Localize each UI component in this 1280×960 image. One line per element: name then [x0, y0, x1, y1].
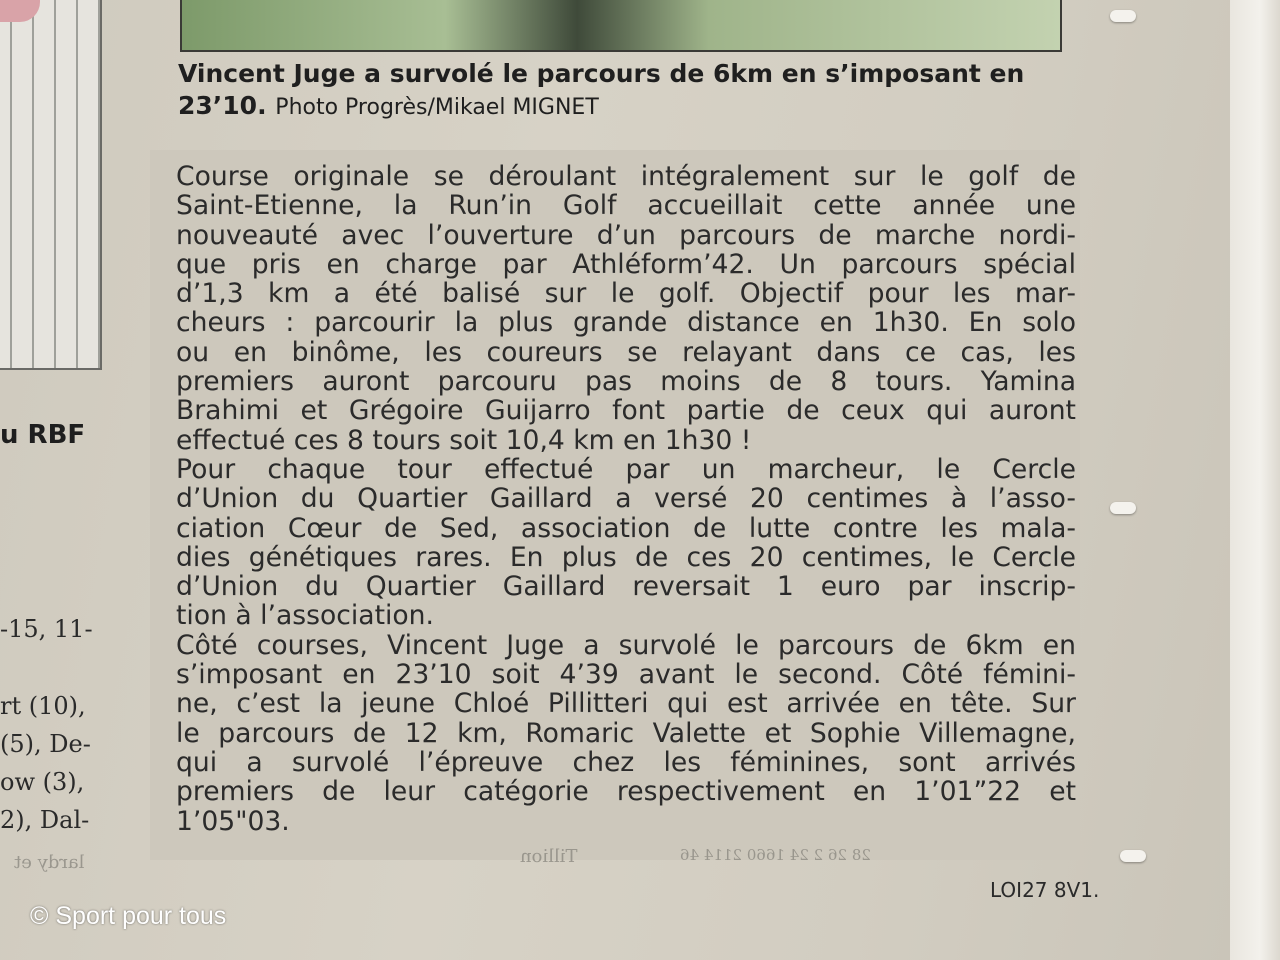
- article-line: effectué ces 8 tours soit 10,4 km en 1h30 !: [176, 424, 752, 456]
- article-line: que pris en charge par Athléform’42. Un parcours spécial: [176, 248, 1076, 280]
- watermark: © Sport pour tous: [30, 902, 227, 930]
- photo-caption: [178, 58, 1058, 124]
- article-line: premiers auront parcouru pas moins de 8 tours. Yamina: [176, 366, 1076, 398]
- article-line: Pour chaque tour effectué par un marcheur, le Cercle: [176, 453, 1076, 485]
- caption-line1: Vincent Juge a survolé le parcours de 6km en s’imposant en: [178, 59, 1025, 88]
- article-line: qui a survolé l’épreuve chez les féminines, sont arrivés: [176, 746, 1076, 778]
- article-line: d’Union du Quartier Gaillard a versé 20 centimes à l’asso-: [176, 483, 1076, 515]
- left-photo: [0, 0, 102, 370]
- article-line: dies génétiques rares. En plus de ces 20 centimes, le Cercle: [176, 541, 1076, 573]
- article-line: 1’05"03.: [176, 805, 290, 837]
- left-fragment: ow (3),: [0, 768, 85, 796]
- article-line: d’Union du Quartier Gaillard reversait 1 euro par inscrip-: [176, 571, 1076, 603]
- article-line: cheurs : parcourir la plus grande distance en 1h30. En solo: [176, 307, 1076, 339]
- article-line: Côté courses, Vincent Juge a survolé le parcours de 6km en: [176, 629, 1076, 661]
- article-body: [176, 162, 1076, 836]
- article-line: nouveauté avec l’ouverture d’un parcours de marche nordi-: [176, 219, 1076, 251]
- bleed-through-text: Tillion: [520, 846, 578, 867]
- left-fragment: rt (10),: [0, 692, 86, 720]
- left-column-heading: u RBF: [0, 420, 86, 450]
- caption-time: 23’10.: [178, 91, 267, 120]
- article-line: ou en binôme, les coureurs se relayant dans ce cas, les: [176, 336, 1076, 368]
- photo-credit: Photo Progrès/Mikael MIGNET: [275, 95, 599, 120]
- staple-mark: [1110, 10, 1136, 22]
- article-photo: [180, 0, 1062, 52]
- left-fragment: (5), De-: [0, 730, 91, 758]
- article-line: Course originale se déroulant intégralement sur le golf de: [176, 161, 1076, 192]
- article-line: d’1,3 km a été balisé sur le golf. Objectif pour les mar-: [176, 278, 1076, 310]
- page-code: LOI27 8V1.: [990, 878, 1100, 902]
- article-line: s’imposant en 23’10 soit 4’39 avant le second. Côté fémini-: [176, 659, 1076, 691]
- bleed-through-text: lardy et: [14, 852, 85, 873]
- staple-mark: [1120, 850, 1146, 862]
- left-fragment: -15, 11-: [0, 615, 93, 643]
- article-line: tion à l’association.: [176, 600, 434, 632]
- article-line: le parcours de 12 km, Romaric Valette et Sophie Villemagne,: [176, 717, 1076, 749]
- article-line: premiers de leur catégorie respectivement en 1’01”22 et: [176, 776, 1076, 808]
- article-line: ciation Cœur de Sed, association de lutte contre les mala-: [176, 512, 1076, 544]
- bleed-through-text: 28 26 2 24 1660 2114 46: [680, 846, 871, 864]
- article-line: Saint-Etienne, la Run’in Golf accueillait cette année une: [176, 190, 1076, 222]
- page-edge: [1230, 0, 1280, 960]
- staple-mark: [1110, 502, 1136, 514]
- article-line: ne, c’est la jeune Chloé Pillitteri qui est arrivée en tête. Sur: [176, 688, 1076, 720]
- left-photo-detail: [0, 0, 40, 22]
- article-line: Brahimi et Grégoire Guijarro font partie de ceux qui auront: [176, 395, 1076, 427]
- left-fragment: 2), Dal-: [0, 806, 90, 834]
